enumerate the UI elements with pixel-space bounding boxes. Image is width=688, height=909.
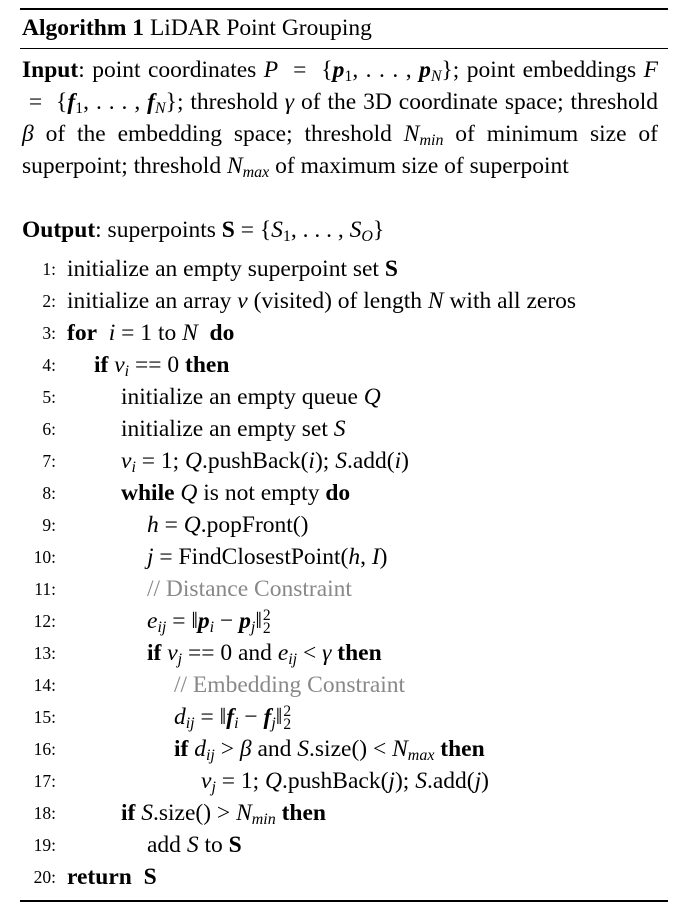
line-number: 17: [33, 771, 56, 791]
input-text: : point coordinates [78, 57, 264, 83]
code-text: initialize an empty set [121, 416, 334, 442]
code-text: initialize an empty superpoint set [67, 256, 385, 282]
code-text: is not empty [197, 480, 326, 506]
code-text: (visited) of length [247, 288, 428, 314]
keyword: if [121, 800, 136, 826]
keyword: for [67, 320, 98, 346]
output-spec: Output: superpoints $S = \{S_1$, . . . , $S_O$} [22, 217, 385, 245]
algo-line: 7: $v_i = 1$; Q.pushBack(i); S.add(i) [0, 445, 688, 477]
line-number: 19: [33, 835, 56, 855]
code-text: initialize an array [67, 288, 238, 314]
bottom-rule [20, 900, 668, 902]
algo-line: 15: $d_{ij}$ = $‖f_i$ − $f_j‖$ 2 2 [33, 702, 292, 733]
algo-line: 3: for i = 1 to N do [0, 317, 688, 349]
algo-line: 17: $v_j = 1$; Q.pushBack(j); S.add(j) [0, 765, 688, 797]
line-number: 18: [33, 803, 56, 823]
keyword: then [337, 640, 382, 666]
input-text: ; threshold [176, 89, 285, 115]
output-label: Output [22, 217, 96, 243]
line-number: 1: [42, 259, 56, 279]
code-text: to [152, 320, 183, 346]
line-number: 4: [42, 355, 56, 375]
line-number: 13: [33, 643, 56, 663]
line-number: 20: [33, 867, 56, 887]
code-text: .pushBack( [282, 768, 389, 794]
input-text: of minimum size of superpoint; threshold [22, 121, 658, 179]
code-text: .add( [346, 448, 395, 474]
line-number: 16: [33, 739, 56, 759]
line-number: 3: [42, 323, 56, 343]
input-spec: Input: point coordinates $P = \{p_1$, . . . , $p_N$}; point embeddings $F = \{f_1$, . . . , $f_N$}; threshold γ of the 3D coordinate space; threshold β of the embedding space; threshold $N_{min}$ of minimum size of superpoint; threshold $N_{max}$ of maximum size of superpoint [22, 57, 658, 181]
input-text: of the 3D coordinate space; threshold [294, 89, 658, 115]
algo-line [0, 669, 688, 701]
line-number: 6: [42, 419, 56, 439]
algo-line: 8: while Q is not empty do [0, 477, 688, 509]
algo-line: 9: h = Q.popFront() [0, 509, 688, 541]
algo-line: 20: return S [0, 861, 688, 893]
top-rule [20, 8, 668, 10]
algo-line: 4: if $v_i == 0$ then [0, 349, 688, 381]
keyword: if [147, 640, 162, 666]
algo-line [0, 573, 688, 605]
keyword: return [67, 864, 132, 890]
line-number: 2: [42, 291, 56, 311]
code-text: and [251, 736, 298, 762]
line-number: 10: [33, 547, 56, 567]
input-text: of the embedding space; threshold [33, 121, 404, 147]
code-text: .pushBack( [202, 448, 309, 474]
caption-rule [20, 48, 668, 49]
algo-line: 16: if $d_{ij} > \beta$ and S.size() < $N_{max}$ then [0, 733, 688, 765]
algo-line: 1: initialize an empty superpoint set S [0, 253, 688, 285]
line-number: 12: [33, 611, 56, 631]
comment: // Distance Constraint [147, 576, 352, 602]
algo-line: 5: initialize an empty queue Q [0, 381, 688, 413]
keyword: then [440, 736, 485, 762]
output-text: : superpoints [95, 217, 222, 243]
algo-line: 12: $e_{ij}$ = $‖p_i$ − $p_j‖$ 2 2 [33, 606, 271, 637]
algorithm-label: Algorithm 1 [22, 15, 145, 41]
keyword: if [174, 736, 189, 762]
keyword: then [185, 352, 230, 378]
code-text: .add( [426, 768, 475, 794]
algo-line: 10: j = FindClosestPoint(h, I) [0, 541, 688, 573]
keyword: do [325, 480, 351, 506]
code-text: .size() [152, 800, 217, 826]
code-text: to [198, 832, 229, 858]
line-number: 8: [42, 483, 56, 503]
algo-line: 6: initialize an empty set S [0, 413, 688, 445]
code-text: add [147, 832, 187, 858]
code-text: .size() [309, 736, 373, 762]
comment: // Embedding Constraint [174, 672, 406, 698]
line-number: 9: [42, 515, 56, 535]
algorithm-title: LiDAR Point Grouping [149, 15, 372, 41]
input-text: ; point embeddings [452, 57, 644, 83]
keyword: if [94, 352, 109, 378]
code-text: and [232, 640, 278, 666]
line-number: 15: [33, 707, 56, 727]
line-number: 14: [33, 675, 56, 695]
code-text: with all zeros [443, 288, 577, 314]
algo-line: 2: initialize an array v (visited) of length N with all zeros [0, 285, 688, 317]
algo-line: 18: if S.size() > $N_{min}$ then [0, 797, 688, 829]
line-number: 7: [42, 451, 56, 471]
input-text: of maximum size of superpoint [269, 153, 569, 179]
algo-line: 19: add S to S [0, 829, 688, 861]
algorithm-caption [22, 15, 372, 42]
keyword: do [209, 320, 235, 346]
algo-line: 13: if $v_j == 0$ and $e_{ij} < \gamma$ then [0, 637, 688, 669]
code-text: .popFront() [200, 512, 309, 538]
line-number: 11: [34, 579, 56, 599]
code-text: FindClosestPoint( [178, 544, 349, 570]
keyword: while [121, 480, 175, 506]
code-text: initialize an empty queue [121, 384, 364, 410]
input-label: Input [22, 57, 79, 83]
line-number: 5: [42, 387, 56, 407]
keyword: then [281, 800, 326, 826]
